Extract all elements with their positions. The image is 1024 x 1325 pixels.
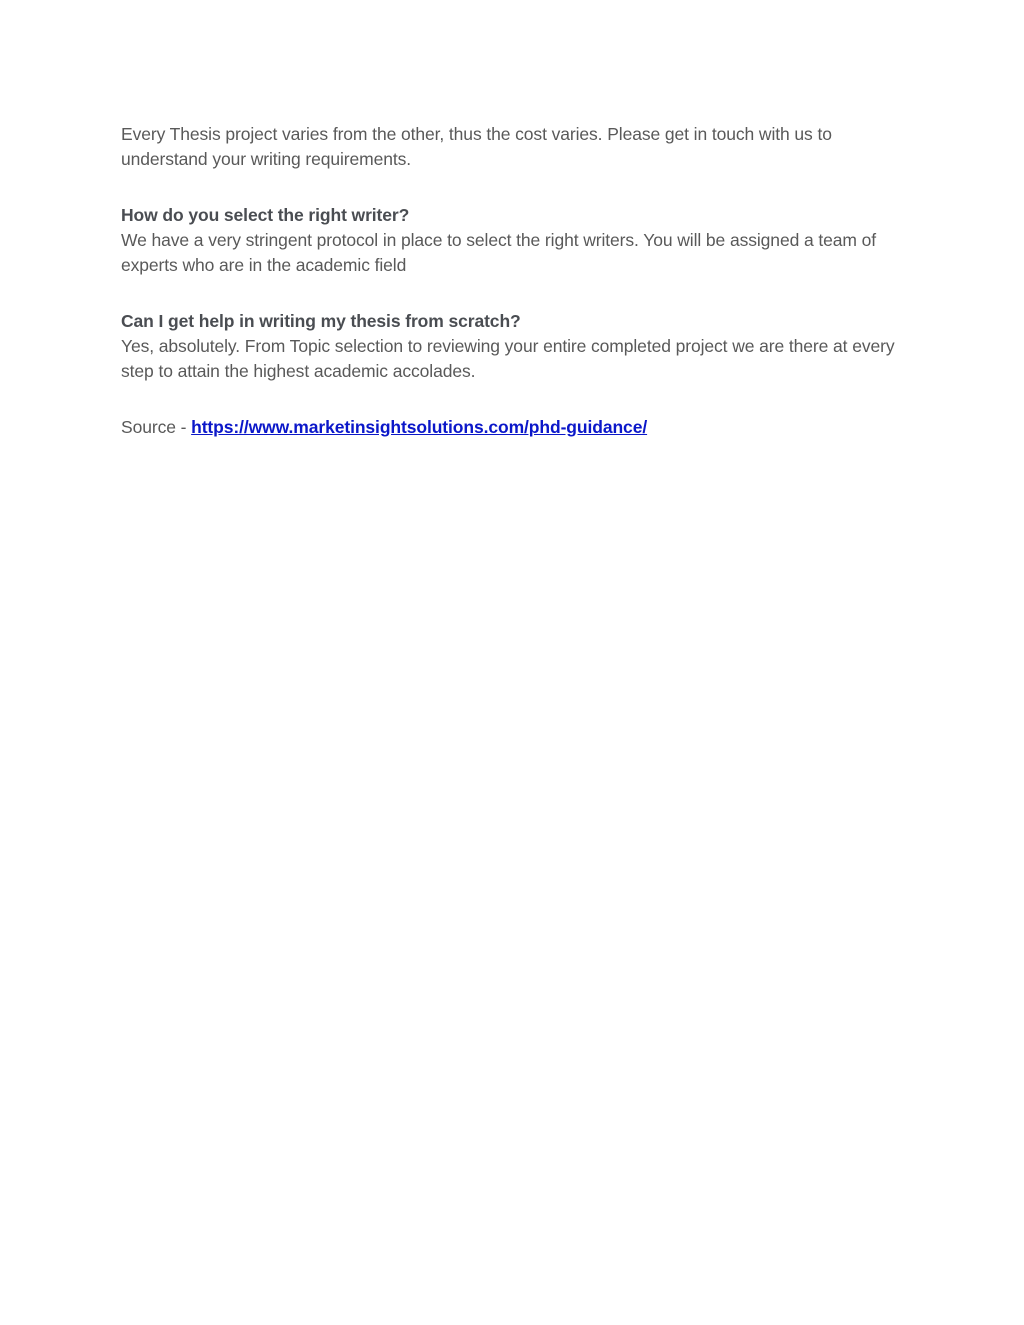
faq-answer: We have a very stringent protocol in place to select the right writers. You will be assigned a team of experts who are in the academic field xyxy=(121,230,877,275)
intro-paragraph: Every Thesis project varies from the other, thus the cost varies. Please get in touch with us to understand your writing requirements. xyxy=(121,124,832,169)
faq-item xyxy=(121,309,911,384)
source-link[interactable]: https://www.marketinsightsolutions.com/phd-guidance/ xyxy=(191,417,648,437)
faq-answer: Yes, absolutely. From Topic selection to reviewing your entire completed project we are there at every step to attain the highest academic accolades. xyxy=(121,336,895,381)
faq-item xyxy=(121,203,911,278)
faq-question: Can I get help in writing my thesis from scratch? xyxy=(121,311,521,331)
source-prefix: Source - xyxy=(121,417,192,437)
document-page xyxy=(121,122,911,440)
faq-question: How do you select the right writer? xyxy=(121,205,410,225)
source-line xyxy=(121,415,911,440)
